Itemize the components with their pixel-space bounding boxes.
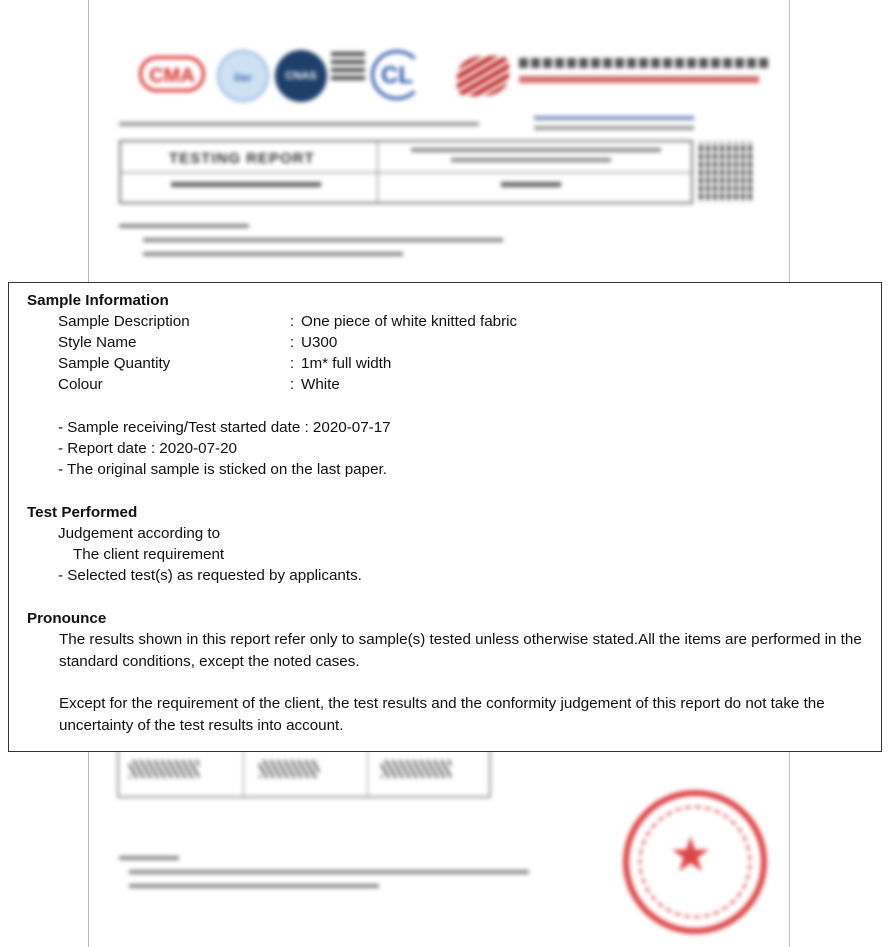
note-test-started-date: - Sample receiving/Test started date : 2020-07-17 <box>58 419 391 436</box>
field-colour: Colour : White <box>58 376 340 393</box>
cma-logo: CMA <box>139 56 205 92</box>
cnas-logo: CNAS <box>275 50 327 102</box>
signature-1 <box>129 760 199 778</box>
signature-3 <box>381 760 451 778</box>
applicant-information <box>119 224 539 266</box>
selected-tests-line: - Selected test(s) as requested by applicants. <box>58 567 362 584</box>
report-header-table <box>119 140 693 204</box>
signature-table <box>117 748 491 798</box>
zoomed-report-excerpt <box>8 282 882 752</box>
contact-info <box>534 116 694 136</box>
official-seal-stamp <box>623 790 767 934</box>
note-report-date: - Report date : 2020-07-20 <box>58 440 237 457</box>
ilac-logo: ilac <box>217 50 269 102</box>
field-sample-quantity: Sample Quantity : 1m* full width <box>58 355 392 372</box>
company-name <box>519 58 769 83</box>
cl-logo: CL <box>371 50 423 100</box>
note-original-sample: - The original sample is sticked on the last paper. <box>58 461 387 478</box>
accreditation-logos <box>139 44 779 114</box>
logo-caption-text <box>331 52 365 80</box>
company-wave-logo <box>457 56 509 96</box>
report-title: TESTING REPORT <box>169 150 315 167</box>
qr-code-icon <box>699 142 755 202</box>
client-requirement-line: The client requirement <box>73 546 225 563</box>
blurred-pronounce-text <box>119 856 539 898</box>
judgement-line: Judgement according to <box>58 525 221 542</box>
address-line <box>119 122 479 126</box>
pronounce-paragraph-2: Except for the requirement of the client, the test results and the conformity judgement of this report do not take the uncertainty of the test results into account. <box>59 695 825 734</box>
signature-2 <box>259 760 319 778</box>
pronounce-heading: Pronounce <box>27 610 107 627</box>
field-style-name: Style Name : U300 <box>58 334 338 351</box>
sample-information-heading: Sample Information <box>27 292 169 309</box>
test-performed-heading: Test Performed <box>27 504 138 521</box>
star-icon: ★ <box>669 829 713 882</box>
field-sample-description: Sample Description : One piece of white knitted fabric <box>58 313 518 330</box>
pronounce-paragraph-1: The results shown in this report refer only to sample(s) tested unless otherwise stated.All the items are performed in the standard conditions, except the noted cases. <box>59 631 862 670</box>
